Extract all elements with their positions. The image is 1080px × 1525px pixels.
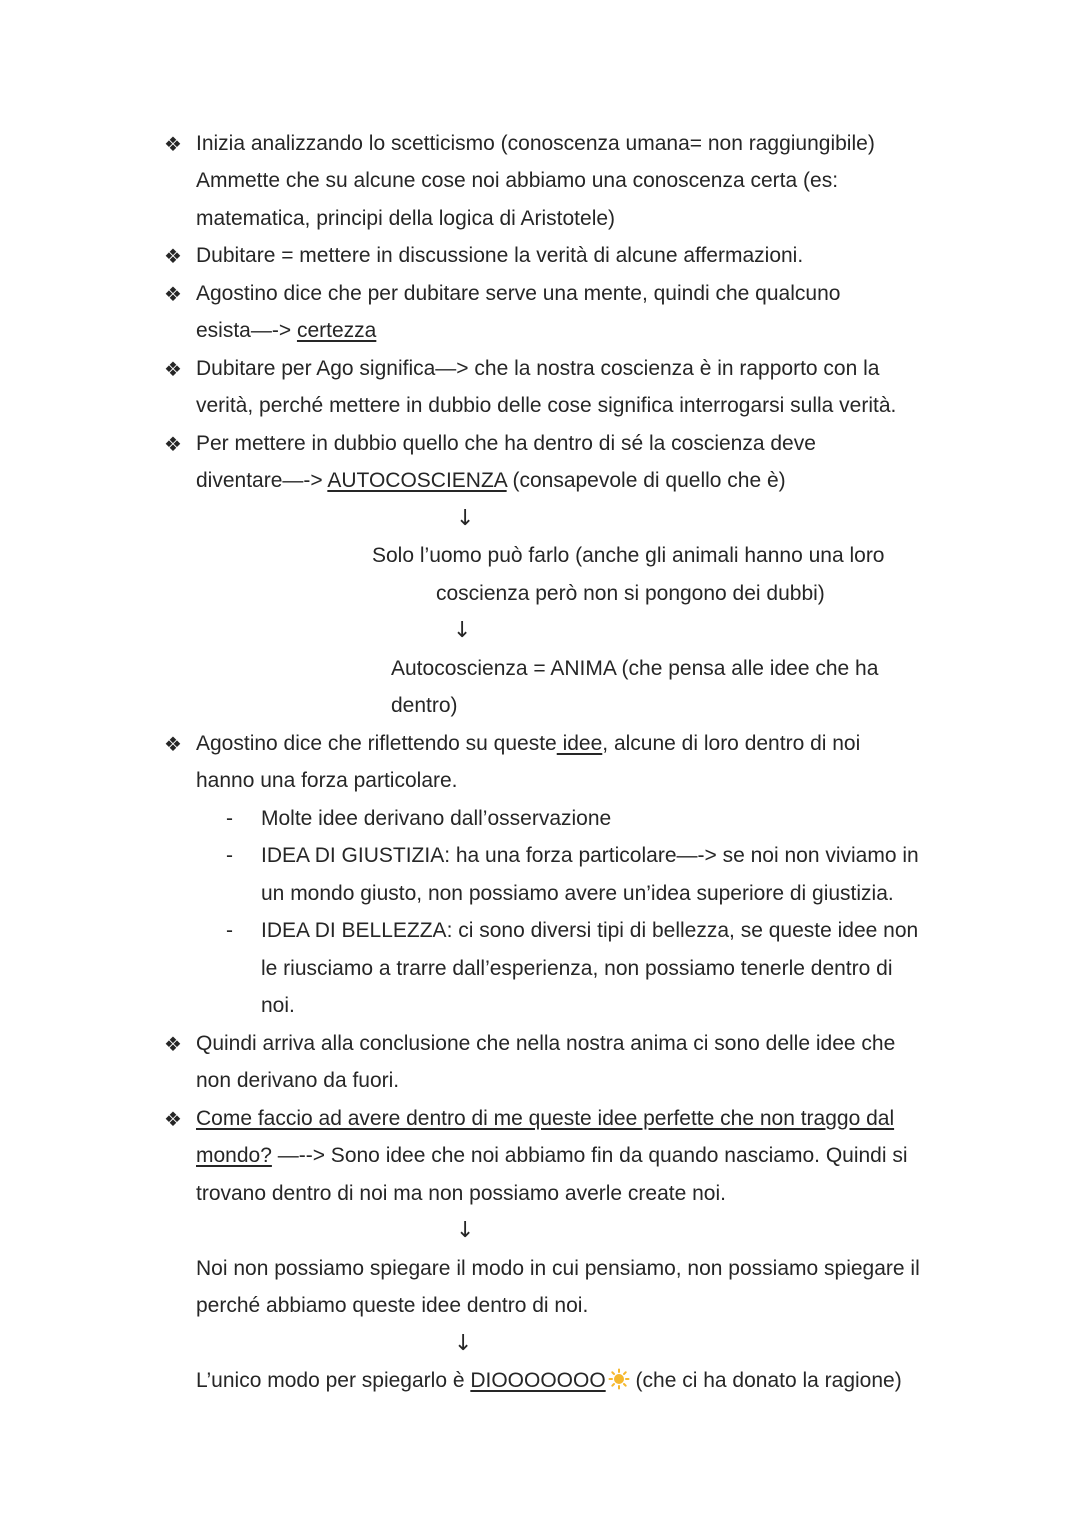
text-line: perché abbiamo queste idee dentro di noi.: [196, 1294, 589, 1317]
text-line: matematica, principi della logica di Aristotele): [196, 207, 616, 230]
text-line: IDEA DI GIUSTIZIA: ha una forza particolare—-> se noi non viviamo in: [261, 844, 919, 867]
underlined-term: idee: [556, 732, 603, 755]
text-line: mondo? —--> Sono idee che noi abbiamo fin da quando nasciamo. Quindi si: [196, 1144, 908, 1167]
bullet-icon: ❖: [164, 732, 182, 756]
down-arrow-icon: ↓: [456, 1218, 475, 1243]
text-line: trovano dentro di noi ma non possiamo averle create noi.: [196, 1182, 726, 1205]
text-line: Inizia analizzando lo scetticismo (conoscenza umana= non raggiungibile): [196, 132, 875, 155]
text-line: hanno una forza particolare.: [196, 769, 458, 792]
underlined-term: DIOOOOOOO: [470, 1369, 629, 1392]
text-line: Autocoscienza = ANIMA (che pensa alle idee che ha: [391, 657, 879, 680]
bullet-icon: ❖: [164, 1107, 182, 1131]
bullet-icon: ❖: [164, 357, 182, 381]
text-line: [196, 1105, 894, 1133]
text-line: noi.: [261, 994, 295, 1017]
text-line: IDEA DI BELLEZZA: ci sono diversi tipi di bellezza, se queste idee non: [261, 919, 919, 942]
text-line: un mondo giusto, non possiamo avere un’idea superiore di giustizia.: [261, 882, 894, 905]
underlined-question: Come faccio ad avere dentro di me queste idee perfette che non traggo dal: [196, 1107, 895, 1130]
sun-icon: [608, 1368, 630, 1390]
underlined-term: certezza: [296, 319, 377, 342]
text-line: Per mettere in dubbio quello che ha dentro di sé la coscienza deve: [196, 432, 816, 455]
bullet-icon: ❖: [164, 432, 182, 456]
dash-marker: -: [226, 919, 233, 942]
text-line: Quindi arriva alla conclusione che nella nostra anima ci sono delle idee che: [196, 1032, 896, 1055]
dash-marker: -: [226, 844, 233, 867]
text-line: le riusciamo a trarre dall’esperienza, non possiamo tenerle dentro di: [261, 957, 893, 980]
down-arrow-icon: ↓: [456, 506, 475, 531]
text-line: Molte idee derivano dall’osservazione: [261, 807, 612, 830]
text-line: Noi non possiamo spiegare il modo in cui pensiamo, non possiamo spiegare il: [196, 1257, 920, 1280]
bullet-icon: ❖: [164, 244, 182, 268]
text-line: Ammette che su alcune cose noi abbiamo una conoscenza certa (es:: [196, 169, 839, 192]
text-line: Agostino dice che riflettendo su queste idee, alcune di loro dentro di noi: [196, 732, 861, 755]
text-line: Dubitare = mettere in discussione la verità di alcune affermazioni.: [196, 244, 804, 267]
text-line: Dubitare per Ago significa—> che la nostra coscienza è in rapporto con la: [196, 357, 880, 380]
text-line: Solo l’uomo può farlo (anche gli animali hanno una loro: [372, 544, 885, 567]
text-line: coscienza però non si pongono dei dubbi): [436, 582, 825, 605]
text-line: diventare—-> AUTOCOSCIENZA (consapevole di quello che è): [196, 469, 786, 492]
text-line: verità, perché mettere in dubbio delle cose significa interrogarsi sulla verità.: [196, 394, 897, 417]
down-arrow-icon: ↓: [454, 1331, 473, 1356]
bullet-icon: ❖: [164, 282, 182, 306]
text-line: L’unico modo per spiegarlo è DIOOOOOOO (che ci ha donato la ragione): [196, 1369, 902, 1392]
underlined-term: AUTOCOSCIENZA: [327, 469, 507, 492]
text-line: Agostino dice che per dubitare serve una mente, quindi che qualcuno: [196, 282, 841, 305]
dash-marker: -: [226, 807, 233, 830]
text-line: esista—-> certezza: [196, 319, 377, 342]
down-arrow-icon: ↓: [453, 618, 472, 643]
bullet-icon: ❖: [164, 132, 182, 156]
bullet-icon: ❖: [164, 1032, 182, 1056]
underlined-question: mondo?: [196, 1144, 272, 1167]
text-line: non derivano da fuori.: [196, 1069, 400, 1092]
text-line: dentro): [391, 694, 458, 717]
